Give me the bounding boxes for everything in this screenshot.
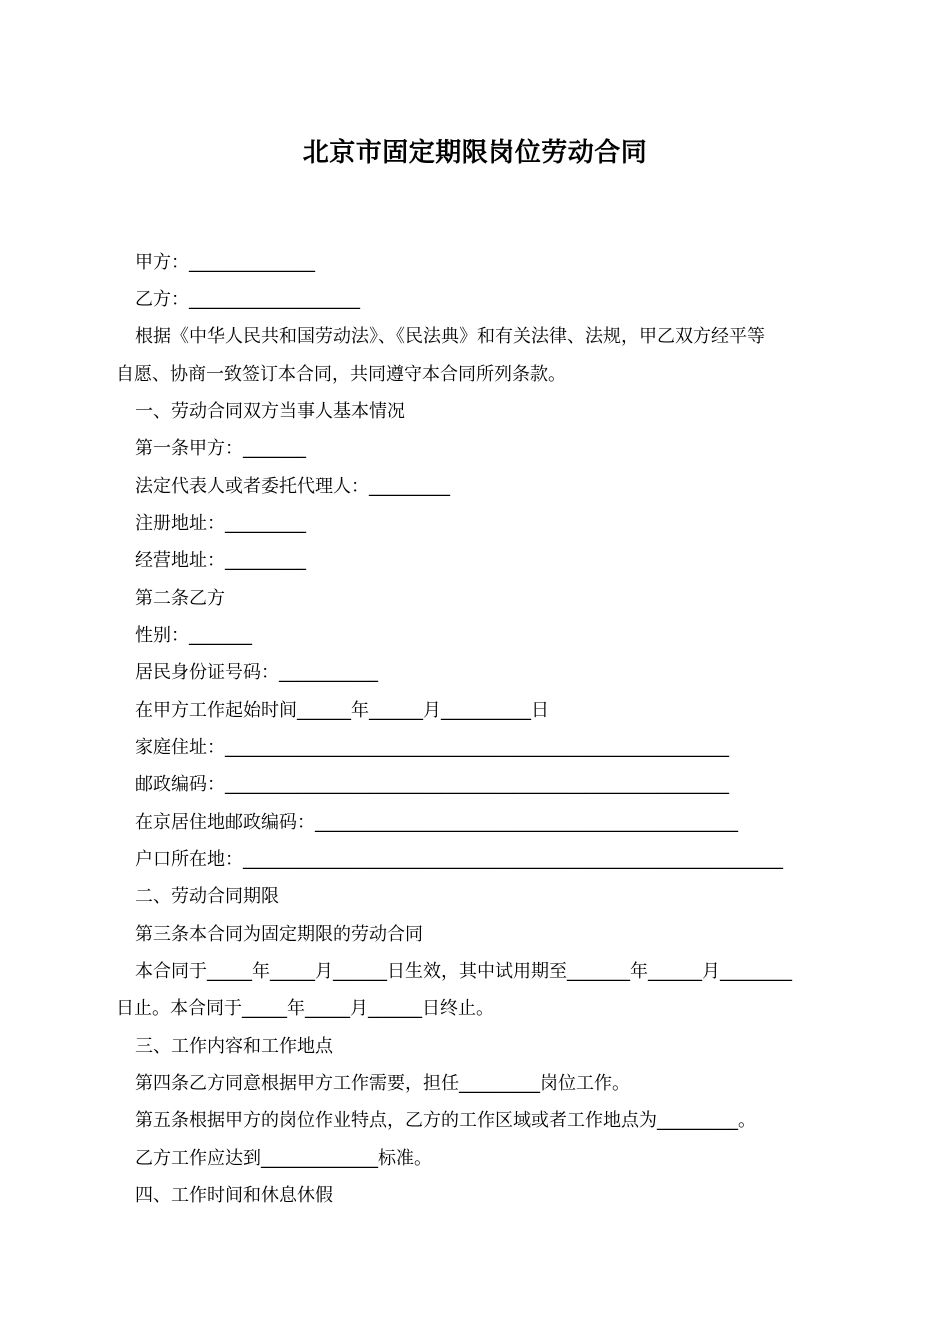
section-heading-2: 二、劳动合同期限 xyxy=(135,886,279,907)
gender-line: 性别：_______ xyxy=(135,625,252,646)
beijing-postal-code-line: 在京居住地邮政编码：_______________________________________________ xyxy=(135,812,738,833)
article-1-line: 第一条甲方：_______ xyxy=(135,438,306,459)
section-heading-3: 三、工作内容和工作地点 xyxy=(135,1036,333,1057)
party-a-line: 甲方：______________ xyxy=(135,252,315,273)
term-dates-line-2: 日止。本合同于_____年_____月______日终止。 xyxy=(116,998,494,1019)
section-heading-1: 一、劳动合同双方当事人基本情况 xyxy=(135,401,405,422)
document-title: 北京市固定期限岗位劳动合同 xyxy=(302,138,648,168)
postal-code-line: 邮政编码：________________________________________________________ xyxy=(135,774,729,795)
home-address-line: 家庭住址：________________________________________________________ xyxy=(135,737,729,758)
article-2-line: 第二条乙方 xyxy=(135,588,225,609)
section-heading-4: 四、工作时间和休息休假 xyxy=(135,1185,333,1206)
preamble-line-2: 自愿、协商一致签订本合同，共同遵守本合同所列条款。 xyxy=(116,364,566,385)
business-address-line: 经营地址：_________ xyxy=(135,550,306,571)
article-3-line: 第三条本合同为固定期限的劳动合同 xyxy=(135,924,423,945)
legal-representative-line: 法定代表人或者委托代理人：_________ xyxy=(135,476,450,497)
id-number-line: 居民身份证号码：___________ xyxy=(135,662,378,683)
party-b-line: 乙方：___________________ xyxy=(135,289,360,310)
article-4-line: 第四条乙方同意根据甲方工作需要，担任_________岗位工作。 xyxy=(135,1073,630,1094)
start-date-line: 在甲方工作起始时间______年______月__________日 xyxy=(135,700,549,721)
household-registration-line: 户口所在地：____________________________________________________________ xyxy=(135,849,783,870)
preamble-line-1: 根据《中华人民共和国劳动法》、《民法典》和有关法律、法规，甲乙双方经平等 xyxy=(135,326,765,347)
term-dates-line-1: 本合同于_____年_____月______日生效，其中试用期至_______年______月________ xyxy=(135,961,792,982)
article-5-line: 第五条根据甲方的岗位作业特点，乙方的工作区域或者工作地点为_________。 xyxy=(135,1110,756,1131)
registered-address-line: 注册地址：_________ xyxy=(135,513,306,534)
work-standard-line: 乙方工作应达到_____________标准。 xyxy=(135,1148,432,1169)
